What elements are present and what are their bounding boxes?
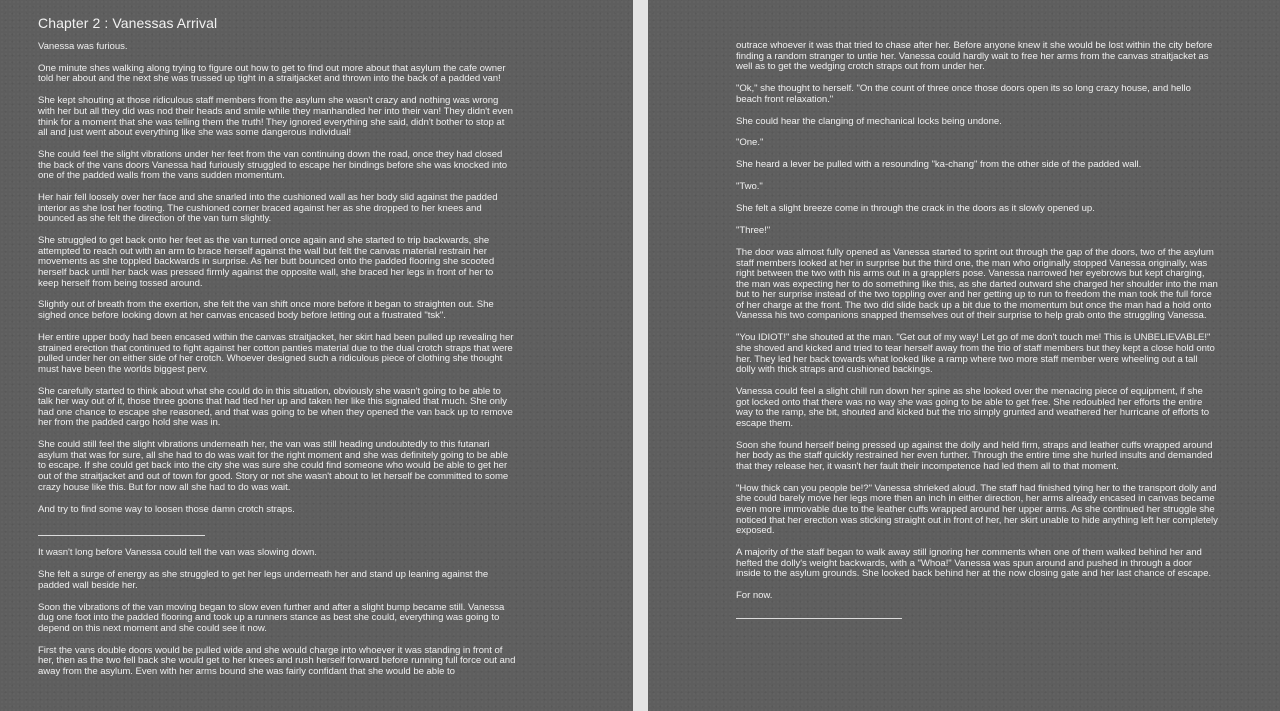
paragraph: First the vans double doors would be pulled wide and she would charge into whoever it was standing in front of her, then as the two fell back she would get to her knees and rush herself forward before running full force out and away from the asylum. Even with her arms bound she was fairly confidant that she would be able to <box>38 644 516 677</box>
paragraph: "Two." <box>736 181 763 193</box>
section-break-rule <box>38 535 205 536</box>
page-gutter <box>633 0 648 711</box>
paragraph: "Three!" <box>736 225 771 237</box>
paragraph: She could hear the clanging of mechanical locks being undone. <box>736 115 1002 127</box>
paragraph: A majority of the staff began to walk away still ignoring her comments when one of them walked behind her and hefted the dolly's weight backwards, with a "Whoa!" Vanessa was spun around and pushed in through a door inside to the asylum grounds. She looked back behind her at the now closing gate and her last chance of escape. <box>736 547 1211 580</box>
chapter-title: Chapter 2 : Vanessas Arrival <box>38 15 218 31</box>
paragraph: Her hair fell loosely over her face and she snarled into the cushioned wall as her body slid against the padded interior as she lost her footing. The cushioned corner braced against her as she dropped to her knees and bounced as she felt the direction of the van turn slightly. <box>38 192 498 225</box>
paragraph: Vanessa was furious. <box>38 41 128 52</box>
paragraph: And try to find some way to loosen those damn crotch straps. <box>38 503 295 515</box>
left-page <box>0 0 633 711</box>
end-rule <box>736 618 902 619</box>
right-page-text <box>736 41 1218 619</box>
paragraph: outrace whoever it was that tried to chase after her. Before anyone knew it she would be lost within the city before finding a random stranger to untie her. Vanessa could hardly wait to free her arms from the canvas straitjacket as well as to get the wedging crotch straps out from under her. <box>736 40 1213 73</box>
paragraph: She carefully started to think about what she could do in this situation, obviously she wasn't going to be able to talk her way out of it, those three goons that had tied her up and taken her like this signaled that much. She only had one chance to escape she reasoned, and that was going to be when they opened the van back up to remove her from the padded cargo hold she was in. <box>38 385 513 429</box>
paragraph: She struggled to get back onto her feet as the van turned once again and she started to trip backwards, she attempted to reach out with an arm to brace herself against the wall but felt the canvas material restrain her movements as she toppled backwards in surprise. As her butt bounced onto the padded flooring she scooted herself back until her back was pressed firmly against the opposite wall, she braced her legs in front of her to keep herself from being tossed around. <box>38 235 495 289</box>
paragraph: Soon she found herself being pressed up against the dolly and held firm, straps and leather cuffs wrapped around her body as the staff quickly restrained her even further. Through the entire time she hurled insults and demanded that they release her, it wasn't her fault their incompetence had led them all to that moment. <box>736 439 1213 472</box>
paragraph: She felt a slight breeze come in through the crack in the doors as it slowly opened up. <box>736 203 1095 215</box>
paragraph: "How thick can you people be!?" Vanessa shrieked aloud. The staff had finished tying her to the transport dolly and she could barely move her legs more then an inch in either direction, her arms already encased in canvas became even more immovable due to the leather cuffs wrapped around her upper arms. As she continued her struggle she noticed that her erection was sticking straight out in front of her, her skirt unable to hide anything left her completely exposed. <box>736 482 1218 537</box>
paragraph: She heard a lever be pulled with a resounding "ka-chang" from the other side of the padded wall. <box>736 159 1142 171</box>
paragraph: The door was almost fully opened as Vanessa started to sprint out through the gap of the doors, two of the asylum staff members looked at her in surprise but the third one, the man who originally stopped Vanessa originally, was right between the two with his arms out in a grapplers pose. Vanessa narrowed her eyebrows but kept charging, the man was expecting her to do something like this, as she darted outward she charged her shoulder into the man but to her surprise instead of the two toppling over and her getting up to run to freedom the man took the full force of her charge at the front. The two did slide back up a bit due to the momentum but once the man had a hold onto Vanessa his two companions snapped themselves out of their surprise to help grab onto the struggling Vanessa. <box>736 246 1218 322</box>
paragraph: Soon the vibrations of the van moving began to slow even further and after a slight bump became still. Vanessa dug one foot into the padded flooring and took up a runners stance as best she could, everything was going to depend on this next moment and she could see it now. <box>38 601 505 634</box>
paragraph: She felt a surge of energy as she struggled to get her legs underneath her and stand up leaning against the padded wall beside her. <box>38 569 489 591</box>
right-page <box>648 0 1280 711</box>
left-page-text <box>38 42 516 677</box>
paragraph: For now. <box>736 590 773 602</box>
paragraph: "One." <box>736 137 764 149</box>
paragraph: One minute shes walking along trying to figure out how to get to find out more about that asylum the cafe owner told her about and the next she was trussed up tight in a straitjacket and thrown into the back of a padded van! <box>38 62 506 85</box>
paragraph: Slightly out of breath from the exertion, she felt the van shift once more before it began to straighten out. She sighed once before looking down at her canvas encased body before letting out a frustrated "tsk". <box>38 299 494 322</box>
paragraph: She kept shouting at those ridiculous staff members from the asylum she wasn't crazy and nothing was wrong with her but all they did was nod their heads and smile while they manhandled her into their van! They didn't even think for a moment that she was telling them the truth! They ignored everything she said, didn't bother to stop at all and just went about everything like she was some dangerous individual! <box>38 95 513 139</box>
paragraph: "Ok," she thought to herself. "On the count of three once those doors open its so long crazy house, and hello beach front relaxation." <box>736 83 1191 105</box>
paragraph: It wasn't long before Vanessa could tell the van was slowing down. <box>38 547 317 559</box>
paragraph: Her entire upper body had been encased within the canvas straitjacket, her skirt had been pulled up revealing her strained erection that continued to fight against her cotton panties material due to the dual crotch straps that were pulled under her on either side of her crotch. Whoever designed such a ridiculous piece of clothing she thought must have been the worlds biggest perv. <box>38 331 514 375</box>
left-paragraphs-after-break <box>38 548 516 677</box>
paragraph: She could feel the slight vibrations under her feet from the van continuing down the road, once they had closed the back of the vans doors Vanessa had furiously struggled to escape her bindings before she was knocked into one of the padded walls from the vans sudden momentum. <box>38 149 508 182</box>
left-paragraphs-before-break <box>38 42 516 515</box>
paragraph: "You IDIOT!" she shouted at the man. "Get out of my way! Let go of me don't touch me! This is UNBELIEVABLE!" she shoved and kicked and tried to tear herself away from the trio of staff members but they kept a close hold onto her. They led her back towards what looked like a ramp where two more staff member were wheeling out a tall dolly with thick straps and cushioned backings. <box>736 332 1215 376</box>
paragraph: Vanessa could feel a slight chill run down her spine as she looked over the menacing piece of equipment, if she got locked onto that there was no way she was going to be able to get free. She redoubled her efforts the entire way to the ramp, she bit, shouted and kicked but the trio simply grunted and weathered her hurricane of efforts to escape them. <box>736 386 1210 429</box>
paragraph: She could still feel the slight vibrations underneath her, the van was still heading undoubtedly to this futanari asylum that was for sure, all she had to do was wait for the right moment and she was definitely going to be able to escape. If she could get back into the city she was sure she could find someone who would be able to get her out of the straitjacket and out of town for good. Story or not she wasn't about to let herself be committed to some crazy house like this. But for now all she had to do was wait. <box>38 439 509 493</box>
